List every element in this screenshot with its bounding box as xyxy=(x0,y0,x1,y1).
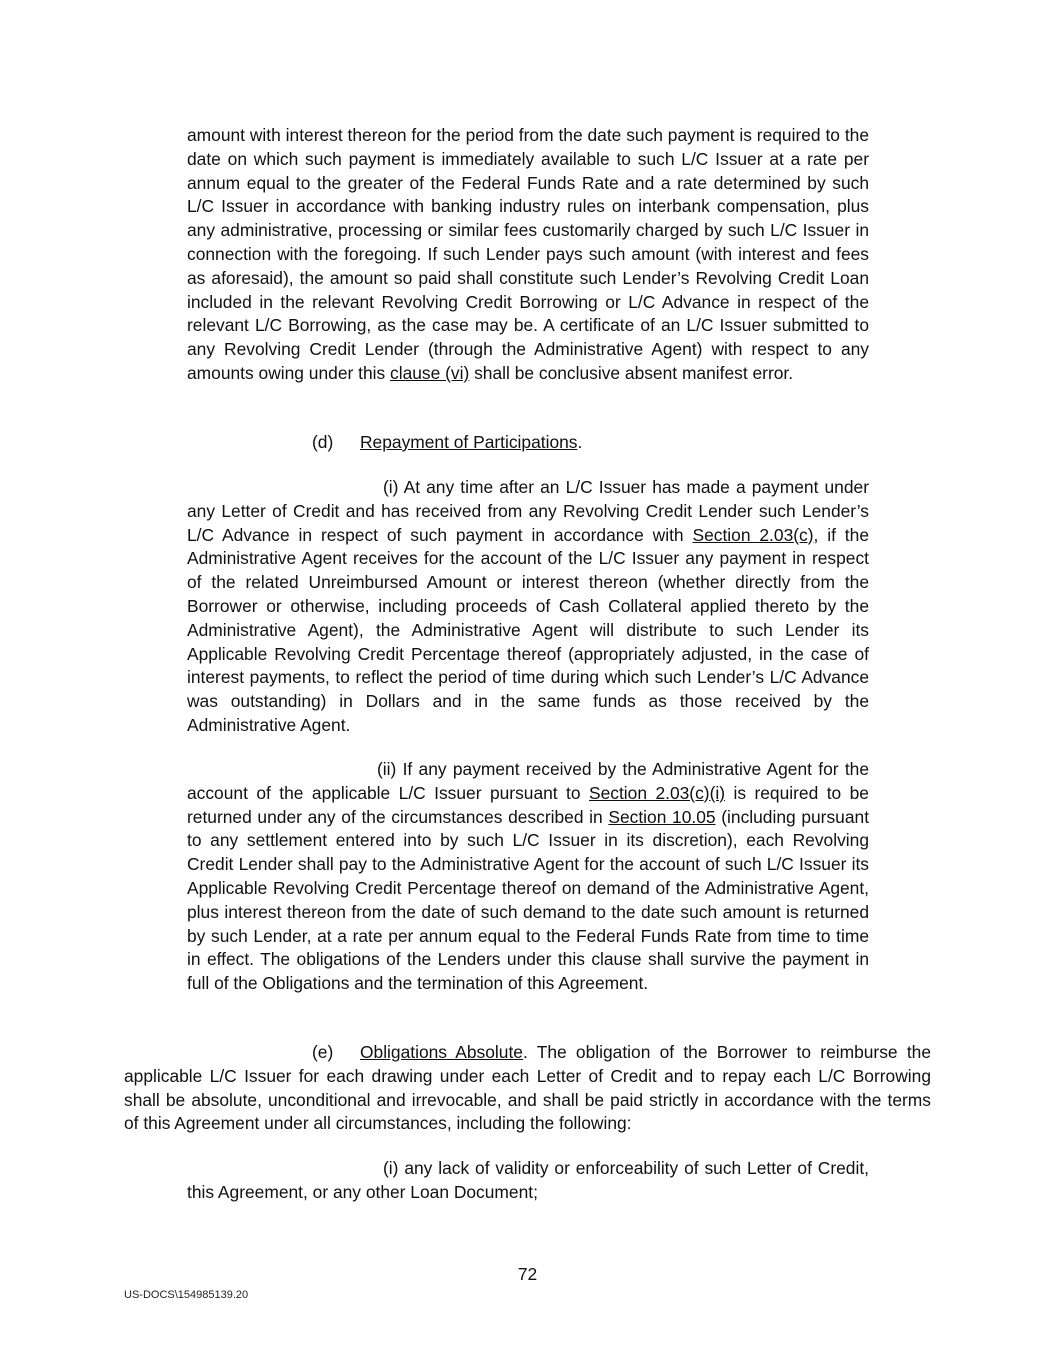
clause-vi-reference: clause (vi) xyxy=(390,362,470,383)
clause-d-ii-text-mid: is required to be returned under any of the circumstances described in xyxy=(187,782,869,827)
page-number: 72 xyxy=(517,1264,538,1284)
clause-d-ii-text-end: (including pursuant to any settlement entered into by such L/C Issuer in its discretion), each Revolving Credit Lender shall pay to the Administrative Agent for the account of such L/C Issuer its Applicable Revolving Credit Percentage thereof on demand of the Administrative Agent, plus interest thereon from the date of such demand to the date such amount is returned by such Lender, at a rate per annum equal to the Federal Funds Rate from time to time in effect. The obligations of the Lenders under this clause shall survive the payment in full of the Obligations and the termination of this Agreement. xyxy=(187,806,870,994)
clause-d-i-text: (i) At any time after an L/C Issuer has made a payment under any Letter of Credit and has received from any Revolving Credit Lender such Lender’s L/C Advance in respect of such payment in accordance with xyxy=(187,477,869,545)
section-d-heading xyxy=(312,431,582,455)
section-d-title: Repayment of Participations xyxy=(360,432,578,452)
section-d-label: (d) xyxy=(312,432,334,452)
section-e-paragraph xyxy=(124,1041,931,1136)
clause-e-i-text: (i) any lack of validity or enforceability of such Letter of Credit, this Agreement, or any other Loan Document; xyxy=(187,1158,869,1202)
clause-d-ii xyxy=(187,758,869,996)
section-d-period: . xyxy=(577,432,583,452)
clause-d-i xyxy=(187,476,869,738)
section-e-label: (e) xyxy=(312,1042,334,1062)
clause-e-i xyxy=(187,1157,869,1205)
document-id: US-DOCS\154985139.20 xyxy=(124,1289,249,1301)
clause-d-ii-text: (ii) If any payment received by the Administrative Agent for the account of the applicable L/C Issuer pursuant to xyxy=(187,759,869,803)
clause-d-i-text-end: , if the Administrative Agent receives for the account of the L/C Issuer any payment in respect of the related Unreimbursed Amount or interest thereon (whether directly from the Borrower or otherwise, including proceeds of Cash Collateral applied thereto by the Administrative Agent), the Administrative Agent will distribute to such Lender its Applicable Revolving Credit Percentage thereof (appropriately adjusted, in the case of interest payments, to reflect the period of time during which such Lender’s L/C Advance was outstanding) in Dollars and in the same funds as those received by the Administrative Agent. xyxy=(187,524,869,735)
section-e-text: . The obligation of the Borrower to reimburse the applicable L/C Issuer for each drawing under each Letter of Credit and to repay each L/C Borrowing shall be absolute, unconditional and irrevocable, and shall be paid strictly in accordance with the terms of this Agreement under all circumstances, including the following: xyxy=(124,1042,932,1134)
section-2-03-c-i-reference: Section 2.03(c)(i) xyxy=(589,782,726,803)
section-2-03-c-reference: Section 2.03(c) xyxy=(692,524,814,545)
section-e-title: Obligations Absolute xyxy=(360,1042,523,1062)
paragraph-text-end: shall be conclusive absent manifest error. xyxy=(469,362,794,383)
section-10-05-reference: Section 10.05 xyxy=(608,806,716,827)
paragraph-text: amount with interest thereon for the period from the date such payment is required to the date on which such payment is immediately available to such L/C Issuer at a rate per annum equal to the greater of the Federal Funds Rate and a rate determined by such L/C Issuer in accordance with banking industry rules on interbank compensation, plus any administrative, processing or similar fees customarily charged by such L/C Issuer in connection with the foregoing. If such Lender pays such amount (with interest and fees as aforesaid), the amount so paid shall constitute such Lender’s Revolving Credit Loan included in the relevant Revolving Credit Borrowing or L/C Advance in respect of the relevant L/C Borrowing, as the case may be. A certificate of an L/C Issuer submitted to any Revolving Credit Lender (through the Administrative Agent) with respect to any amounts owing under this xyxy=(187,125,869,383)
paragraph-continuation xyxy=(187,124,869,386)
